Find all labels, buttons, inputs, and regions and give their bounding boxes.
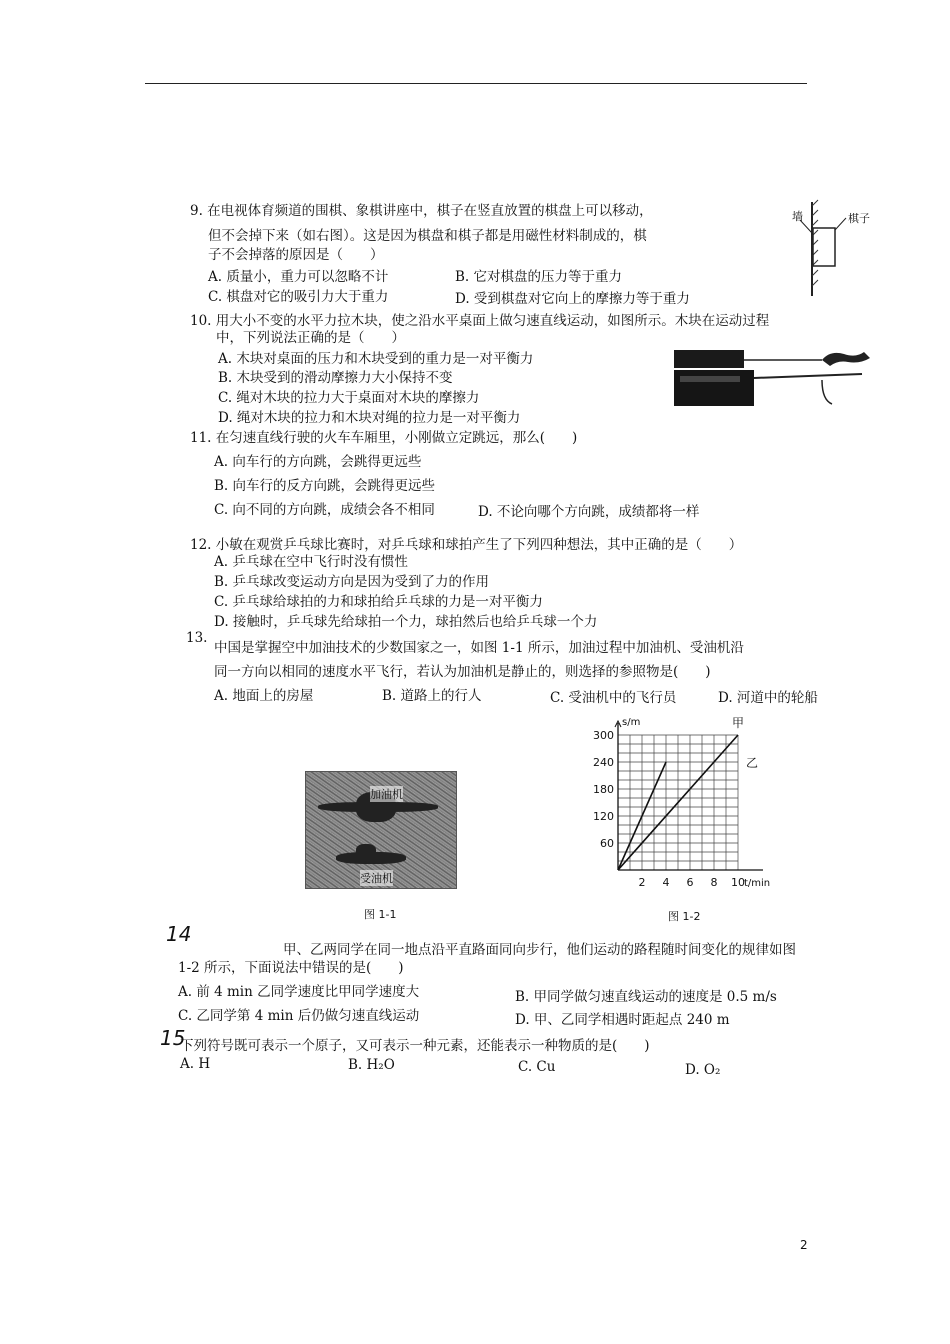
y-tick-label: 60 xyxy=(600,837,614,850)
q14-option-d: D. 甲、乙同学相遇时距起点 240 m xyxy=(515,1012,730,1028)
q13-line2: 同一方向以相同的速度水平飞行，若认为加油机是静止的，则选择的参照物是( ) xyxy=(214,664,711,680)
q10-line2: 中，下列说法正确的是（ ） xyxy=(216,330,405,346)
refueling-tag-bottom: 受油机 xyxy=(360,872,393,885)
y-tick-label: 240 xyxy=(593,756,614,769)
q14-option-c: C. 乙同学第 4 min 后仍做匀速直线运动 xyxy=(178,1008,420,1024)
x-tick-label: 2 xyxy=(638,876,646,889)
q14-option-a: A. 前 4 min 乙同学速度比甲同学速度大 xyxy=(178,984,420,1000)
q12-option-b: B. 乒乓球改变运动方向是因为受到了力的作用 xyxy=(214,574,490,590)
figure-1-1-caption: 图 1-1 xyxy=(364,908,397,921)
q12-option-a: A. 乒乓球在空中飞行时没有惯性 xyxy=(214,554,408,570)
y-tick-label: 180 xyxy=(593,783,614,796)
q15-option-a: A. H xyxy=(180,1056,211,1072)
q15-option-d: D. O₂ xyxy=(685,1062,721,1078)
q14-handwritten-number: 14 xyxy=(166,922,192,946)
header-rule xyxy=(145,83,807,84)
q14-option-b: B. 甲同学做匀速直线运动的速度是 0.5 m/s xyxy=(515,989,777,1005)
q9-fig-piece-label: 棋子 xyxy=(848,212,870,225)
x-tick-label: 8 xyxy=(710,876,718,889)
q9-option-d: D. 受到棋盘对它向上的摩擦力等于重力 xyxy=(455,291,690,307)
figure-1-2-caption: 图 1-2 xyxy=(668,910,701,923)
q13-line1: 中国是掌握空中加油技术的少数国家之一，如图 1-1 所示，加油过程中加油机、受油机沿 xyxy=(214,640,744,656)
q12-option-c: C. 乒乓球给球拍的力和球拍给乒乓球的力是一对平衡力 xyxy=(214,594,543,610)
q15-line1: 下列符号既可表示一个原子，又可表示一种元素，还能表示一种物质的是( ) xyxy=(180,1038,650,1054)
q12-option-d: D. 接触时，乒乓球先给球拍一个力，球拍然后也给乒乓球一个力 xyxy=(214,614,598,630)
q15-option-c: C. Cu xyxy=(518,1059,556,1075)
q13-option-a: A. 地面上的房屋 xyxy=(214,688,314,704)
q12-line1: 12. 小敏在观赏乒乓球比赛时，对乒乓球和球拍产生了下列四种想法，其中正确的是（ ） xyxy=(190,537,743,553)
q10-option-c: C. 绳对木块的拉力大于桌面对木块的摩擦力 xyxy=(218,390,480,406)
q10-option-a: A. 木块对桌面的压力和木块受到的重力是一对平衡力 xyxy=(218,351,534,367)
q10-line1: 10. 用大小不变的水平力拉木块，使之沿水平桌面上做匀速直线运动，如图所示。木块在运动过程 xyxy=(190,313,770,329)
q15-option-b: B. H₂O xyxy=(348,1057,395,1073)
x-tick-label: 10 xyxy=(731,876,745,889)
q11-line1: 11. 在匀速直线行驶的火车车厢里，小刚做立定跳远，那么( ) xyxy=(190,430,578,446)
q9-line1: 9. 在电视体育频道的围棋、象棋讲座中，棋子在竖直放置的棋盘上可以移动， xyxy=(190,203,653,219)
q10-block-figure xyxy=(672,340,882,410)
q15-handwritten-number: 15 xyxy=(160,1026,186,1050)
y-tick-label: 300 xyxy=(593,729,614,742)
y-tick-label: 120 xyxy=(593,810,614,823)
q9-option-b: B. 它对棋盘的压力等于重力 xyxy=(455,269,623,285)
page-number: 2 xyxy=(800,1238,808,1252)
q9-option-c: C. 棋盘对它的吸引力大于重力 xyxy=(208,289,389,305)
q13-option-d: D. 河道中的轮船 xyxy=(718,690,818,706)
q11-option-a: A. 向车行的方向跳，会跳得更远些 xyxy=(214,454,422,470)
q9-line3: 子不会掉落的原因是（ ） xyxy=(208,247,384,263)
q11-option-b: B. 向车行的反方向跳，会跳得更远些 xyxy=(214,478,436,494)
q11-option-c: C. 向不同的方向跳，成绩会各不相同 xyxy=(214,502,435,518)
q13-option-c: C. 受油机中的飞行员 xyxy=(550,690,677,706)
q14-line1: 甲、乙两同学在同一地点沿平直路面同向步行，他们运动的路程随时间变化的规律如图 xyxy=(283,942,796,958)
refueling-tag-top: 加油机 xyxy=(370,788,403,801)
q10-option-b: B. 木块受到的滑动摩擦力大小保持不变 xyxy=(218,370,453,386)
q11-option-d: D. 不论向哪个方向跳，成绩都将一样 xyxy=(478,504,700,520)
q9-line2: 但不会掉下来（如右图）。这是因为棋盘和棋子都是用磁性材料制成的，棋 xyxy=(208,228,647,244)
series-jia-label: 甲 xyxy=(732,716,745,730)
q10-option-d: D. 绳对木块的拉力和木块对绳的拉力是一对平衡力 xyxy=(218,410,521,426)
x-tick-label: 6 xyxy=(686,876,694,889)
x-axis-label: t/min xyxy=(744,878,771,889)
y-axis-label: s/m xyxy=(622,717,641,728)
q14-line2: 1-2 所示，下面说法中错误的是( ) xyxy=(178,960,404,976)
refueling-photo xyxy=(305,771,457,889)
q9-fig-wall-label: 墙 xyxy=(792,210,803,223)
series-yi-label: 乙 xyxy=(746,756,759,770)
x-tick-label: 4 xyxy=(662,876,670,889)
q9-option-a: A. 质量小，重力可以忽略不计 xyxy=(208,269,389,285)
q13-option-b: B. 道路上的行人 xyxy=(382,688,482,704)
q13-number: 13. xyxy=(186,630,208,646)
st-graph xyxy=(585,705,795,895)
